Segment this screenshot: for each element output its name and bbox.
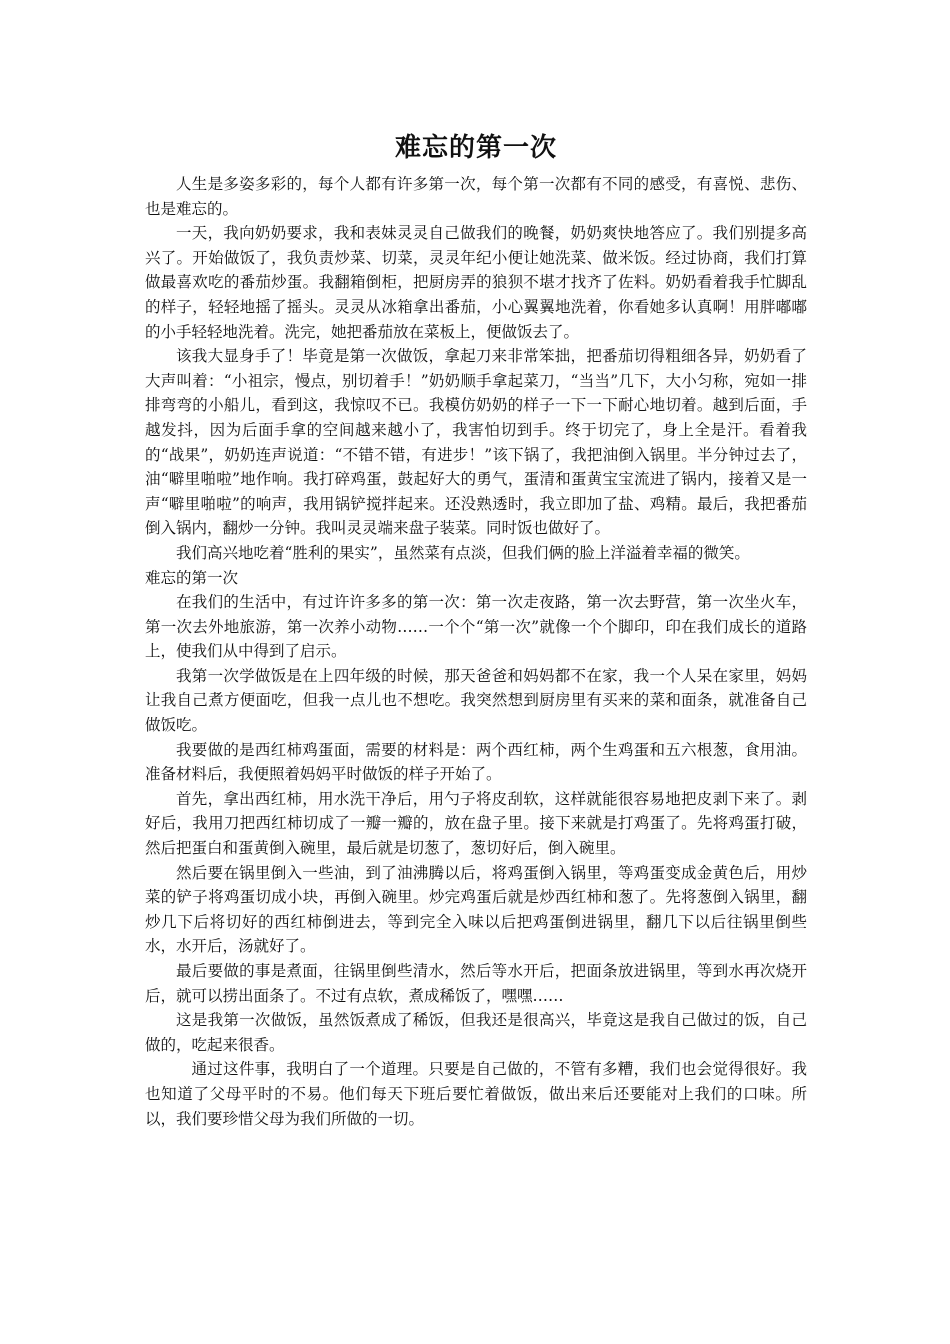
paragraph-body: 一天，我向奶奶要求，我和表妹灵灵自己做我们的晚餐，奶奶爽快地答应了。我们别提多高兴了。开始做饭了，我负责炒菜、切菜，灵灵年纪小便让她洗菜、做米饭。经过协商，我们打算做最喜欢吃的番茄炒蛋。我翻箱倒柜，把厨房弄的狼狈不堪才找齐了佐料。奶奶看着我手忙脚乱的样子，轻轻地摇了摇头。灵灵从冰箱拿出番茄，小心翼翼地洗着，你看她多认真啊！用胖嘟嘟的小手轻轻地洗着。洗完，她把番茄放在菜板上，便做饭去了。 <box>145 224 807 341</box>
paragraph-conclusion: 通过这件事，我明白了一个道理。只要是自己做的，不管有多糟，我们也会觉得很好。我也知道了父母平时的不易。他们每天下班后要忙着做饭，做出来后还要能对上我们的口味。所以，我们要珍惜父母为我们所做的一切。 <box>145 1060 807 1128</box>
document-title: 难忘的第一次 <box>394 133 557 163</box>
paragraph-body: 我要做的是西红柿鸡蛋面，需要的材料是：两个西红柿，两个生鸡蛋和五六根葱，食用油。准备材料后，我便照着妈妈平时做饭的样子开始了。 <box>145 740 807 784</box>
paragraph-body: 在我们的生活中，有过许许多多的第一次：第一次走夜路，第一次去野营，第一次坐火车，第一次去外地旅游，第一次养小动物……一个个“第一次”就像一个个脚印，印在我们成长的道路上，使我们从中得到了启示。 <box>145 593 807 661</box>
document-page <box>145 128 807 1131</box>
paragraph-intro: 人生是多姿多彩的，每个人都有许多第一次，每个第一次都有不同的感受，有喜悦、悲伤、也是难忘的。 <box>145 175 807 218</box>
paragraph-body: 首先，拿出西红柿，用水洗干净后，用勺子将皮刮软，这样就能很容易地把皮剥下来了。剥好后，我用刀把西红柿切成了一瓣一瓣的，放在盘子里。接下来就是打鸡蛋了。先将鸡蛋打破，然后把蛋白和蛋黄倒入碗里，最后就是切葱了，葱切好后，倒入碗里。 <box>145 789 807 858</box>
paragraph-body: 最后要做的事是煮面，往锅里倒些清水，然后等水开后，把面条放进锅里，等到水再次烧开后，就可以捞出面条了。不过有点软，煮成稀饭了，嘿嘿…… <box>145 962 807 1005</box>
paragraph-body: 该我大显身手了！毕竟是第一次做饭，拿起刀来非常笨拙，把番茄切得粗细各异，奶奶看了大声叫着：“小祖宗，慢点，别切着手！”奶奶顺手拿起菜刀，“当当”几下，大小匀称，宛如一排排弯弯的小船儿，看到这，我惊叹不已。我模仿奶奶的样子一下一下耐心地切着。越到后面，手越发抖，因为后面手拿的空间越来越小了，我害怕切到手。终于切完了，身上全是汗。看着我的“战果”，奶奶连声说道：“不错不错，有进步！”该下锅了，我把油倒入锅里。半分钟过去了，油“噼里啪啦”地作响。我打碎鸡蛋，鼓起好大的勇气，蛋清和蛋黄宝宝流进了锅内，接着又是一声“噼里啪啦”的响声，我用锅铲搅拌起来。还没熟透时，我立即加了盐、鸡精。最后，我把番茄倒入锅内，翻炒一分钟。我叫灵灵端来盘子装菜。同时饭也做好了。 <box>145 347 807 538</box>
paragraph-body: 我第一次学做饭是在上四年级的时候，那天爸爸和妈妈都不在家，我一个人呆在家里，妈妈让我自己煮方便面吃，但我一点儿也不想吃。我突然想到厨房里有买来的菜和面条，就准备自己做饭吃。 <box>145 666 807 735</box>
paragraph-body: 我们高兴地吃着“胜利的果实”，虽然菜有点淡，但我们俩的脸上洋溢着幸福的微笑。 <box>176 543 750 562</box>
paragraph-body: 这是我第一次做饭，虽然饭煮成了稀饭，但我还是很高兴，毕竟这是我自己做过的饭，自己做的，吃起来很香。 <box>145 1011 807 1054</box>
section-heading: 难忘的第一次 <box>145 568 239 587</box>
paragraph-body: 然后要在锅里倒入一些油，到了油沸腾以后，将鸡蛋倒入锅里，等鸡蛋变成金黄色后，用炒菜的铲子将鸡蛋切成小块，再倒入碗里。炒完鸡蛋后就是炒西红柿和葱了。先将葱倒入锅里，翻炒几下后将切好的西红柿倒进去，等到完全入味以后把鸡蛋倒进锅里，翻几下以后往锅里倒些水，水开后，汤就好了。 <box>145 863 807 956</box>
